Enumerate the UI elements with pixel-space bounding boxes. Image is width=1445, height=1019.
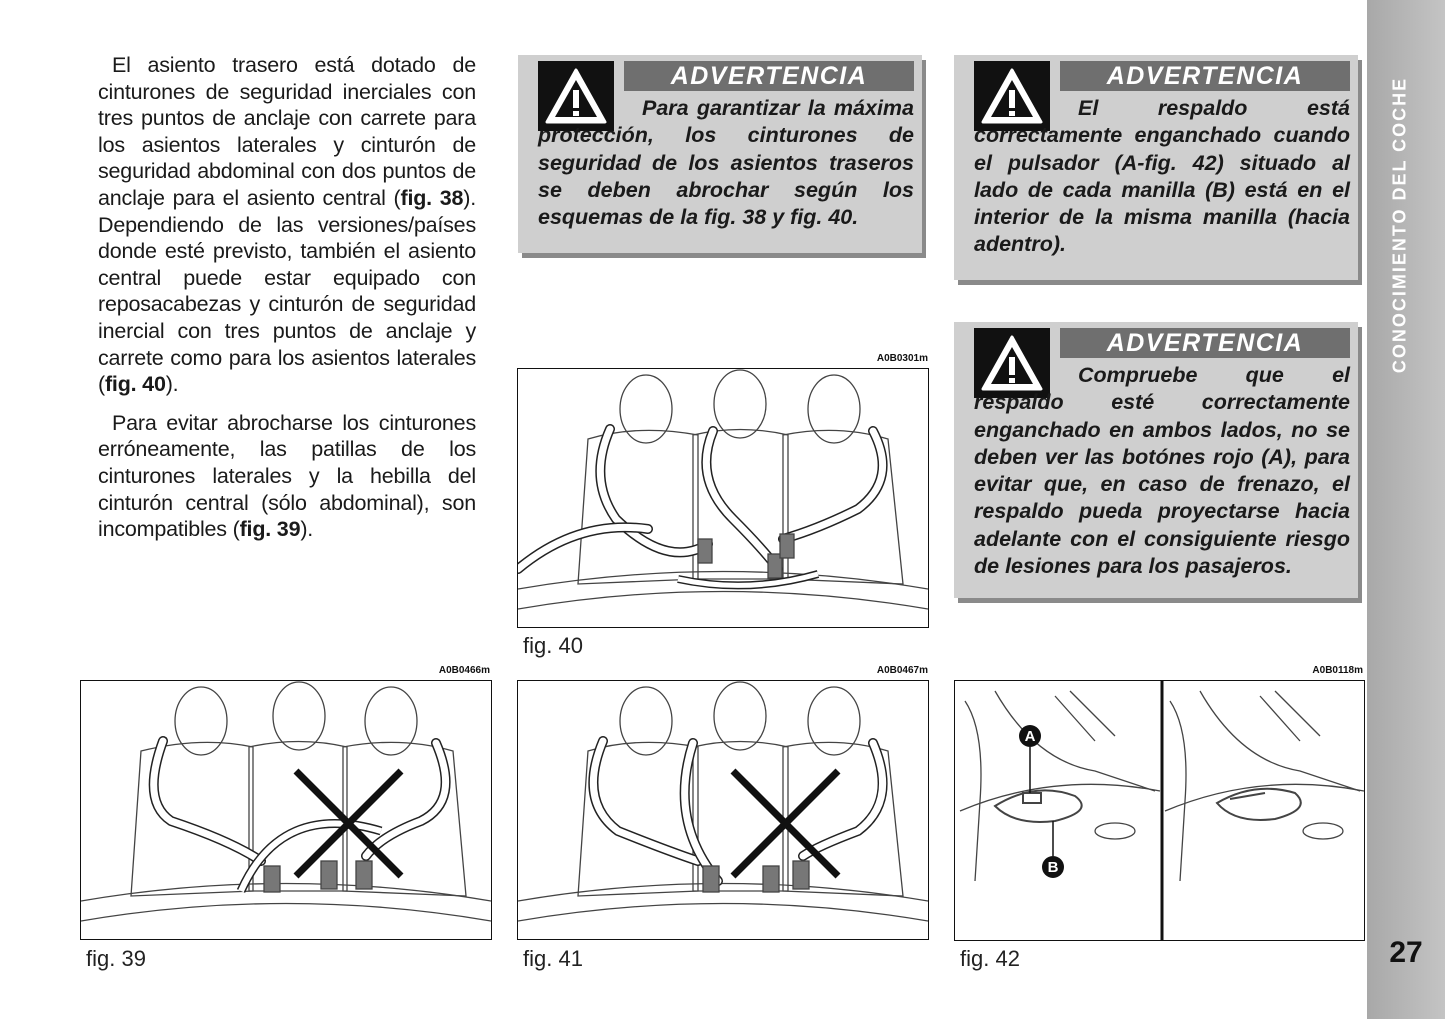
- figure-42-illustration: [954, 680, 1365, 941]
- warning-box-3: [954, 322, 1358, 598]
- figure-39-illustration: [80, 680, 492, 940]
- fig-ref: fig. 39: [239, 517, 301, 542]
- warning-title: ADVERTENCIA: [624, 61, 914, 91]
- section-title: CONOCIMIENTO DEL COCHE: [1389, 76, 1410, 374]
- figure-caption: fig. 42: [960, 946, 1020, 971]
- figure-code: A0B0467m: [876, 665, 928, 676]
- callout-label-b: B: [1047, 859, 1059, 876]
- figure-code: A0B0466m: [438, 665, 490, 676]
- callout-label-a: A: [1024, 728, 1036, 745]
- figure-caption: fig. 40: [523, 633, 583, 658]
- fig-ref: fig. 38: [400, 185, 464, 210]
- warning-title: ADVERTENCIA: [1060, 61, 1350, 91]
- warning-box-1: [518, 55, 922, 253]
- warning-text: Para garantizar la máxima protección, los cinturones de seguridad de los asientos traseros se deben abrochar según los esquemas de la fig. 38 y fig. 40.: [538, 96, 914, 230]
- figure-code: A0B0118m: [1312, 665, 1363, 676]
- warning-text: Compruebe que el respaldo esté correctamente enganchado en ambos lados, no se deben ver las botónes rojo (A), para evitar que, en caso de frenazo, el respaldo pueda proyectarse hacia adelante con el consiguiente riesgo de lesiones para los pasajeros.: [974, 363, 1350, 579]
- body-text-column: [98, 52, 476, 555]
- paragraph-incompatible: Para evitar abrocharse los cinturones erróneamente, las patillas de los cinturones laterales y la hebilla del cinturón central (sólo abdominal), son incompatibles (fig. 39).: [98, 410, 476, 542]
- fig-ref: fig. 40: [104, 372, 166, 397]
- warning-box-2: [954, 55, 1358, 280]
- page-number: 27: [1389, 936, 1423, 969]
- figure-caption: fig. 41: [523, 946, 583, 971]
- warning-title: ADVERTENCIA: [1060, 328, 1350, 358]
- figure-code: A0B0301m: [876, 353, 928, 364]
- warning-text: El respaldo está correctamente enganchado cuando el pulsador (A-fig. 42) situado al lado de cada manilla (B) está en el interior de la misma manilla (hacia adentro).: [974, 96, 1350, 257]
- paragraph-seatbelts: El asiento trasero está dotado de cinturones de seguridad inerciales con tres puntos de anclaje con carrete para los asientos laterales y cinturón de seguridad abdominal con dos puntos de anclaje para el asiento central (fig. 38). Dependiendo de las versiones/países donde esté previsto, también el asiento central puede estar equipado con reposacabezas y cinturón de seguridad inercial con tres puntos de anclaje y carrete como para los asientos laterales (fig. 40).: [98, 53, 477, 397]
- figure-41-illustration: [517, 680, 929, 940]
- figure-caption: fig. 39: [86, 946, 146, 971]
- figure-40-illustration: [517, 368, 929, 628]
